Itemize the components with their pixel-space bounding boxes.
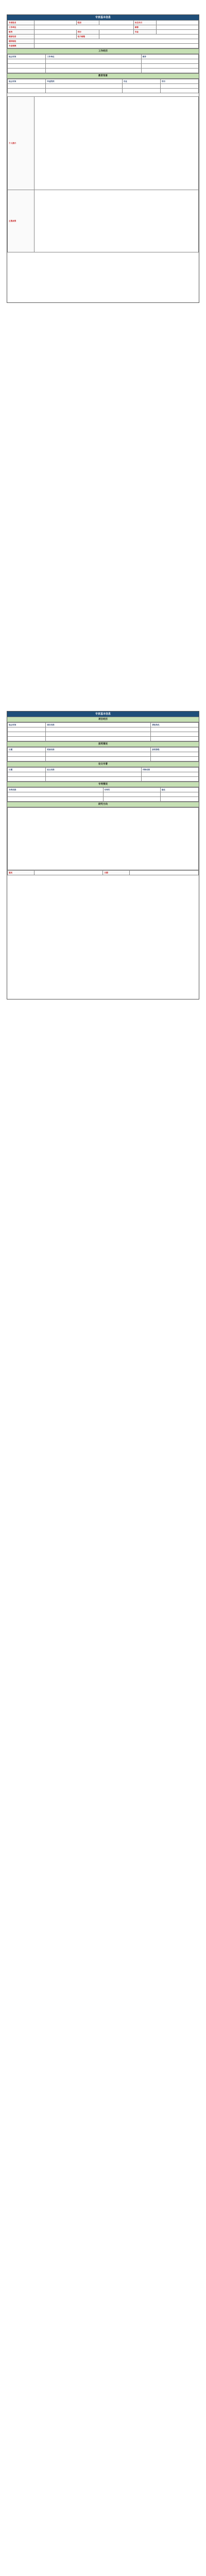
label-signature: 签名 (8, 871, 35, 875)
label-level: 获奖等级 (151, 748, 199, 752)
band-title-2: 专家基本信息 (7, 711, 199, 717)
label-degree-edu: 学历 (160, 79, 198, 84)
label-patent-name: 专利名称 (8, 788, 104, 792)
label-prize-name: 奖项名称 (46, 748, 151, 752)
section-edu: 教育背景 (7, 73, 199, 79)
basic-info-table (7, 20, 199, 48)
signature-table (7, 870, 199, 875)
label-post: 职务 (8, 30, 35, 35)
research-table (7, 807, 199, 870)
label-title: 职称 (133, 25, 157, 30)
label-unit: 工作单位 (8, 25, 35, 30)
label-name: 专家姓名 (8, 21, 35, 25)
edu-table (7, 79, 199, 93)
label-major: 专业 (133, 30, 157, 35)
label-intro: 个人简介 (8, 97, 35, 190)
label-field: 专业领域 (8, 44, 35, 48)
label-major-edu: 专业 (122, 79, 160, 84)
projects-table (7, 722, 199, 741)
label-patent-no: 专利号 (103, 788, 160, 792)
section-prizes: 获奖情况 (7, 741, 199, 747)
intro-table (7, 96, 199, 252)
label-date-paper: 日期 (8, 768, 46, 772)
patents-table (7, 787, 199, 802)
label-post-2: 职务 (141, 55, 198, 59)
label-paper-name: 论文名称 (46, 768, 142, 772)
work-table (7, 54, 199, 73)
papers-table (7, 767, 199, 782)
label-period-proj: 起止时间 (8, 723, 46, 727)
label-gender: 性别 (76, 21, 99, 25)
label-achievements: 主要成果 (8, 190, 35, 252)
label-date-prize: 日期 (8, 748, 46, 752)
label-remark: 备注 (160, 788, 198, 792)
label-date-sign: 日期 (103, 871, 130, 875)
band-title: 专家基本信息 (7, 15, 199, 20)
label-unit-2: 工作单位 (46, 55, 142, 59)
label-birth: 出生年月 (133, 21, 157, 25)
section-projects: 项目经历 (7, 717, 199, 722)
label-period-edu: 起止时间 (8, 79, 46, 84)
label-address: 通讯地址 (8, 39, 35, 44)
label-journal: 刊物名称 (141, 768, 198, 772)
label-period: 起止时间 (8, 55, 46, 59)
label-role: 承担角色 (151, 723, 199, 727)
section-patents: 专利情况 (7, 782, 199, 787)
page-1 (7, 14, 199, 303)
label-phone: 联系电话 (8, 35, 35, 39)
label-school: 毕业院校 (46, 79, 122, 84)
label-email: 电子邮箱 (76, 35, 99, 39)
section-research: 研究方向 (7, 802, 199, 807)
section-papers: 论文专著 (7, 761, 199, 767)
section-work: 工作经历 (7, 48, 199, 54)
label-degree: 学历 (76, 30, 99, 35)
page-2 (7, 711, 199, 999)
label-project-name: 项目名称 (46, 723, 151, 727)
prizes-table (7, 747, 199, 761)
